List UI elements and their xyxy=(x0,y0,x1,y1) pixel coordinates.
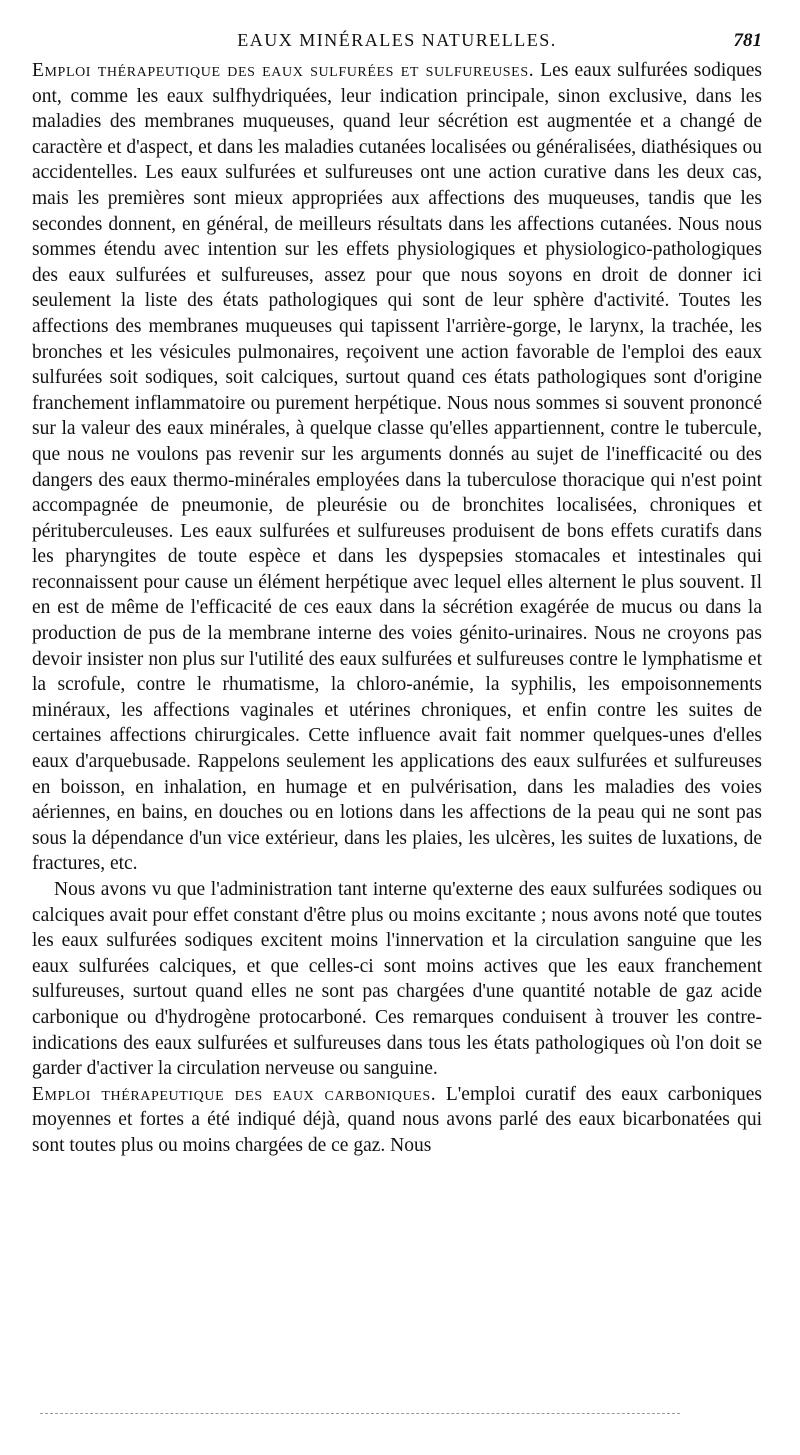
section-2-heading: Emploi thérapeutique des eaux carboniques. xyxy=(32,1083,437,1105)
section-2-paragraph-1-text: L'emploi curatif des eaux carboniques moyennes et fortes a été indiqué déjà, quand nous avons parlé des eaux bicarbonatées qui sont toutes plus ou moins chargées de ce gaz. Nous xyxy=(32,1083,762,1156)
page-header xyxy=(32,22,762,58)
page-number: 781 xyxy=(733,30,762,51)
page-bottom-rule xyxy=(40,1413,680,1414)
section-1-paragraph-2: Nous avons vu que l'administration tant interne qu'externe des eaux sulfurées sodiques ou calciques avait pour effet constant d'être plus ou moins excitante ; nous avons noté que toutes les eaux sulfurées sodiques excitent moins l'innervation et la circulation sanguine que les eaux sulfurées calciques, et que celles-ci sont moins actives que les eaux franchement sulfureuses, surtout quand elles ne sont pas chargées d'une quantité notable de gaz acide carbonique ou d'hydrogène protocarboné. Ces remarques conduisent à trouver les contre-indications des eaux sulfurées et sulfureuses dans tous les états pathologiques où l'on doit se garder d'activer la circulation nerveuse ou sanguine. xyxy=(32,879,762,1080)
document-page xyxy=(32,22,762,1159)
section-1-paragraph-1-text: Les eaux sulfurées sodiques ont, comme les eaux sulfhydriquées, leur indication principale, sinon exclusive, dans les maladies des membranes muqueuses, quand leur sécrétion est augmentée et a changé de caractère et d'aspect, et dans les maladies cutanées localisées ou généralisées, diathésiques ou accidentelles. Les eaux sulfurées et sulfureuses ont une action curative dans les deux cas, mais les premières sont mieux appropriées aux affections des muqueuses, tandis que les secondes donnent, en général, de meilleurs résultats dans les affections cutanées. Nous nous sommes étendu avec intention sur les effets physiologiques et physiologico-pathologiques des eaux sulfurées et sulfureuses, assez pour que nous soyons en droit de donner ici seulement la liste des états pathologiques qui sont de leur sphère d'activité. Toutes les affections des membranes muqueuses qui tapissent l'arrière-gorge, le larynx, la trachée, les bronches et les vésicules pulmonaires, reçoivent une action favorable de l'emploi des eaux sulfurées soit sodiques, soit calciques, surtout quand ces états pathologiques sont d'origine franchement inflammatoire ou purement herpétique. Nous nous sommes si souvent prononcé sur la valeur des eaux minérales, à quelque classe qu'elles appartiennent, contre le tubercule, que nous ne voulons pas revenir sur les arguments donnés au sujet de l'inefficacité ou des dangers des eaux thermo-minérales employées dans la tuberculose thoracique qui n'est point accompagnée de pneumonie, de pleurésie ou de bronchites localisées, chroniques et pérituberculeuses. Les eaux sulfurées et sulfureuses produisent de bons effets curatifs dans les pharyngites de toute espèce et dans les dyspepsies stomacales et intestinales qui reconnaissent pour cause un élément herpétique avec lequel elles alternent le plus souvent. Il en est de même de l'efficacité de ces eaux dans la sécrétion exagérée de mucus ou dans la production de pus de la membrane interne des voies génito-urinaires. Nous ne croyons pas devoir insister non plus sur l'utilité des eaux sulfurées et sulfureuses contre le lymphatisme et la scrofule, contre le rhumatisme, la chloro-anémie, la syphilis, les empoisonnements minéraux, les affections vaginales et utérines chroniques, et enfin contre les suites de certaines affections chirurgicales. Cette influence avait fait nommer quelques-unes d'elles eaux d'arquebusade. Rappelons seulement les applications des eaux sulfurées et sulfureuses en boisson, en inhalation, en humage et en pulvérisation, dans les maladies des voies aériennes, en bains, en douches ou en lotions dans les affections de la peau qui ne sont pas sous la dépendance d'un vice extérieur, dans les plaies, les ulcères, les suites de luxations, de fractures, etc. xyxy=(32,60,762,875)
running-title: EAUX MINÉRALES NATURELLES. xyxy=(237,30,557,50)
section-2-paragraph-1 xyxy=(32,1082,762,1159)
section-1-heading: Emploi thérapeutique des eaux sulfurées et sulfureuses. xyxy=(32,60,535,81)
section-1-paragraph-1 xyxy=(32,58,762,877)
